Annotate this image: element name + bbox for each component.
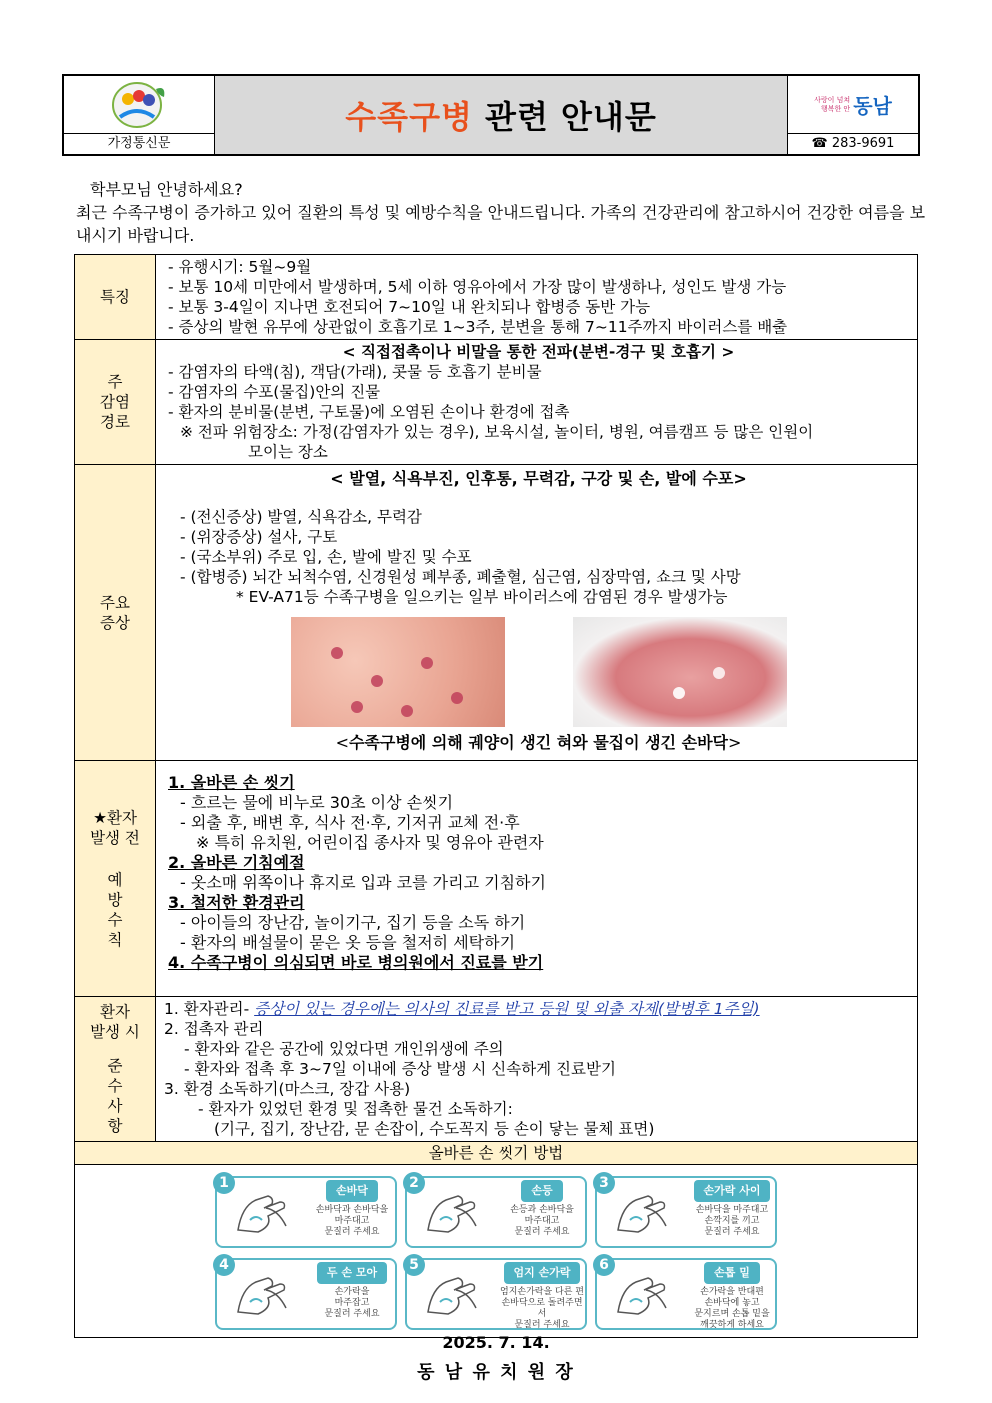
document-type-caption: 가정통신문 xyxy=(64,133,214,154)
feature-item: - 증상의 발현 유무에 상관없이 호흡기로 1~3주, 분변을 통해 7~11주까지 바이러스를 배출 xyxy=(168,318,788,336)
step-description: 엄지손가락을 다른 편 손바닥으로 돌려주면서 문질러 주세요 xyxy=(500,1287,584,1330)
header-box xyxy=(62,74,920,156)
oncase-label-line: 항 xyxy=(107,1117,123,1135)
step-title: 엄지 손가락 xyxy=(504,1262,581,1284)
routes-label-line: 감염 xyxy=(100,393,130,411)
step-text xyxy=(309,1260,395,1328)
blister-spot xyxy=(331,647,343,659)
hand-icon xyxy=(597,1257,689,1328)
symptom-item: - (합병증) 뇌간 뇌척수염, 신경원성 폐부종, 폐출혈, 심근염, 심장막염, 쇼크 및 사망 xyxy=(180,568,741,586)
prevention-note: ※ 특히 유치원, 어린이집 종사자 및 영유아 관련자 xyxy=(196,833,544,852)
feature-item: - 유행시기: 5월~9월 xyxy=(168,258,312,276)
hand-icon xyxy=(407,1257,499,1328)
symptoms-content xyxy=(156,465,918,761)
oncase-subitem-detail: (기구, 집기, 장난감, 문 손잡이, 수도꼭지 등 손이 닿는 물체 표면) xyxy=(214,1120,655,1138)
ulcer-spot xyxy=(713,667,725,679)
symptom-item: - (국소부위) 주로 입, 손, 발에 발진 및 수포 xyxy=(180,548,472,566)
step-number: 1 xyxy=(213,1172,235,1194)
step-number: 5 xyxy=(403,1254,425,1276)
blister-spot xyxy=(351,701,363,713)
prevention-heading-2: 2. 올바른 기침예절 xyxy=(168,853,305,872)
hand-icon xyxy=(217,1175,309,1246)
handwash-title: 올바른 손 씻기 방법 xyxy=(75,1142,918,1165)
step-description: 손등과 손바닥을 마주대고 문질러 주세요 xyxy=(510,1205,574,1237)
blistered-palm-photo xyxy=(291,617,505,727)
step-title: 손톱 밑 xyxy=(704,1262,760,1284)
route-item: - 감염자의 타액(침), 객담(가래), 콧물 등 호흡기 분비물 xyxy=(168,363,542,381)
handwash-step xyxy=(405,1258,587,1330)
oncase-label-line: 사 xyxy=(107,1097,123,1115)
greeting: 학부모님 안녕하세요? xyxy=(90,180,243,199)
handwash-steps xyxy=(76,1166,916,1336)
oncase-subitem: - 환자와 같은 공간에 있었다면 개인위생에 주의 xyxy=(184,1040,504,1058)
oncase-item-1-emphasis: 증상이 있는 경우에는 의사의 진료를 받고 등원 및 외출 자제(발병후 1주일) xyxy=(254,1000,760,1018)
prevention-label-line: 방 xyxy=(107,890,123,909)
slogan-line-1: 사랑이 넘쳐 xyxy=(814,95,851,104)
caption-bracket: < xyxy=(335,733,349,752)
routes-note: ※ 전파 위험장소: 가정(감염자가 있는 경우), 보육시설, 놀이터, 병원, 여름캠프 등 많은 인원이 xyxy=(180,423,814,441)
symptoms-row xyxy=(75,465,918,761)
page-title xyxy=(215,76,788,154)
phone-number: ☎ 283-9691 xyxy=(788,133,918,154)
blister-spot xyxy=(401,705,413,717)
intro-paragraph: 최근 수족구병이 증가하고 있어 질환의 특성 및 예방수칙을 안내드립니다. 가족의 건강관리에 참고하시어 건강한 여름을 보내시기 바랍니다. xyxy=(76,203,926,245)
step-title: 손바닥 xyxy=(326,1180,378,1202)
step-text xyxy=(499,1260,585,1328)
routes-heading: < 직접접촉이나 비말을 통한 전파(분변-경구 및 호흡기 > xyxy=(342,343,735,361)
handwash-step xyxy=(595,1258,777,1330)
ulcer-spot xyxy=(673,687,685,699)
oncase-item-1 xyxy=(164,999,909,1019)
oncase-label-line: 발생 시 xyxy=(90,1023,140,1041)
step-text xyxy=(309,1178,395,1246)
intro-text xyxy=(76,178,926,247)
symptom-photos xyxy=(168,617,909,727)
prevention-item: - 아이들의 장난감, 놀이기구, 집기 등을 소독 하기 xyxy=(180,913,526,932)
features-content xyxy=(156,255,918,340)
step-description: 손바닥을 마주대고 손깍지를 끼고 문질러 주세요 xyxy=(695,1205,769,1237)
oncase-label-line: 환자 xyxy=(100,1003,130,1021)
blister-spot xyxy=(451,692,463,704)
handwash-row xyxy=(75,1165,918,1338)
ulcerated-tongue-photo xyxy=(573,617,787,727)
oncase-label xyxy=(75,997,156,1142)
route-item: - 환자의 분비물(분변, 구토물)에 오염된 손이나 환경에 접촉 xyxy=(168,403,570,421)
header-left xyxy=(64,76,215,154)
step-description: 손가락을 반대편 손바닥에 놓고 문지르며 손톱 밑을 깨끗하게 하세요 xyxy=(694,1287,770,1330)
prevention-label xyxy=(75,761,156,997)
prevention-item: - 환자의 배설물이 묻은 옷 등을 철저히 세탁하기 xyxy=(180,933,516,952)
prevention-heading-4: 4. 수족구병이 의심되면 바로 병의원에서 진료를 받기 xyxy=(168,953,544,972)
routes-label xyxy=(75,340,156,465)
oncase-content xyxy=(156,997,918,1142)
step-description: 손바닥과 손바닥을 마주대고 문질러 주세요 xyxy=(315,1205,389,1237)
prevention-content xyxy=(156,761,918,997)
step-text xyxy=(689,1178,775,1246)
handwash-content xyxy=(75,1165,918,1338)
prevention-label-line: ★환자 xyxy=(93,808,137,827)
symptoms-label xyxy=(75,465,156,761)
hand-icon xyxy=(217,1257,309,1328)
prevention-label-line: 칙 xyxy=(107,930,123,949)
feature-item: - 보통 3-4일이 지나면 호전되어 7~10일 내 완치되나 합병증 동반 가능 xyxy=(168,298,651,316)
features-row xyxy=(75,255,918,340)
oncase-label-line: 수 xyxy=(107,1077,123,1095)
prevention-item: - 흐르는 물에 비누로 30초 이상 손씻기 xyxy=(180,793,454,812)
symptoms-note: * EV-A71등 수족구병을 일으키는 일부 바이러스에 감염된 경우 발생가능 xyxy=(236,588,728,606)
handwash-step xyxy=(595,1176,777,1248)
info-table xyxy=(74,254,918,1338)
routes-label-line: 경로 xyxy=(100,413,130,431)
handwash-step xyxy=(405,1176,587,1248)
step-title: 손등 xyxy=(521,1180,562,1202)
document-date: 2025. 7. 14. xyxy=(442,1333,550,1352)
oncase-item-1-prefix: 1. 환자관리- xyxy=(164,1000,255,1018)
route-item: - 감염자의 수포(물집)안의 진물 xyxy=(168,383,381,401)
routes-label-line: 주 xyxy=(107,373,123,391)
district-logo-text: 동남 xyxy=(853,94,892,118)
step-text xyxy=(689,1260,775,1328)
step-number: 3 xyxy=(593,1172,615,1194)
prevention-item: - 옷소매 위쪽이나 휴지로 입과 코를 가리고 기침하기 xyxy=(180,873,546,892)
prevention-heading-1: 1. 올바른 손 씻기 xyxy=(168,773,295,792)
feature-item: - 보통 10세 미만에서 발생하며, 5세 이하 영유아에서 가장 많이 발생하나, 성인도 발생 가능 xyxy=(168,278,787,296)
prevention-item: - 외출 후, 배변 후, 식사 전·후, 기저귀 교체 전·후 xyxy=(180,813,520,832)
header-right xyxy=(788,76,918,154)
step-number: 6 xyxy=(593,1254,615,1276)
symptoms-heading: < 발열, 식욕부진, 인후통, 무력감, 구강 및 손, 발에 수포> xyxy=(330,469,747,488)
photo-caption xyxy=(168,733,909,753)
hand-icon xyxy=(407,1175,499,1246)
routes-row xyxy=(75,340,918,465)
blister-spot xyxy=(371,675,383,687)
step-title: 손가락 사이 xyxy=(694,1180,771,1202)
kindergarten-emblem-icon xyxy=(64,76,214,133)
oncase-item-3: 3. 환경 소독하기(마스크, 장갑 사용) xyxy=(164,1080,411,1098)
signature: 동 남 유 치 원 장 xyxy=(417,1362,575,1383)
oncase-item-2: 2. 접촉자 관리 xyxy=(164,1020,264,1038)
prevention-label-line: 예 xyxy=(107,870,123,889)
symptoms-label-line: 주요 xyxy=(100,593,130,612)
step-number: 2 xyxy=(403,1172,425,1194)
routes-content xyxy=(156,340,918,465)
symptom-item: - (위장증상) 설사, 구토 xyxy=(180,528,338,546)
step-number: 4 xyxy=(213,1254,235,1276)
oncase-subitem: - 환자가 있었던 환경 및 접촉한 물건 소독하기: xyxy=(198,1100,513,1118)
title-highlight: 수족구병 xyxy=(345,98,473,136)
caption-bracket: > xyxy=(728,733,742,752)
step-title: 두 손 모아 xyxy=(317,1262,387,1284)
features-label: 특징 xyxy=(75,255,156,340)
routes-note-cont: 모이는 장소 xyxy=(248,443,328,461)
prevention-heading-3: 3. 철저한 환경관리 xyxy=(168,893,305,912)
prevention-label-line: 발생 전 xyxy=(90,828,140,847)
blister-spot xyxy=(421,657,433,669)
district-logo xyxy=(788,76,918,133)
handwash-step xyxy=(215,1176,397,1248)
step-description: 손가락을 마주잡고 문질러 주세요 xyxy=(324,1287,380,1319)
prevention-row xyxy=(75,761,918,997)
oncase-row xyxy=(75,997,918,1142)
symptoms-label-line: 증상 xyxy=(100,613,130,632)
caption-text: 수족구병에 의해 궤양이 생긴 혀와 물집이 생긴 손바닥 xyxy=(348,733,729,752)
symptom-item: - (전신증상) 발열, 식욕감소, 무력감 xyxy=(180,508,422,526)
title-rest: 관련 안내문 xyxy=(472,98,657,136)
handwash-step xyxy=(215,1258,397,1330)
oncase-label-line: 준 xyxy=(107,1057,123,1075)
oncase-subitem: - 환자와 접촉 후 3~7일 이내에 증상 발생 시 신속하게 진료받기 xyxy=(184,1060,616,1078)
prevention-label-line: 수 xyxy=(107,910,123,929)
handwash-title-row xyxy=(75,1142,918,1165)
slogan-line-2: 행복한 안 xyxy=(820,104,851,113)
hand-icon xyxy=(597,1175,689,1246)
step-text xyxy=(499,1178,585,1246)
